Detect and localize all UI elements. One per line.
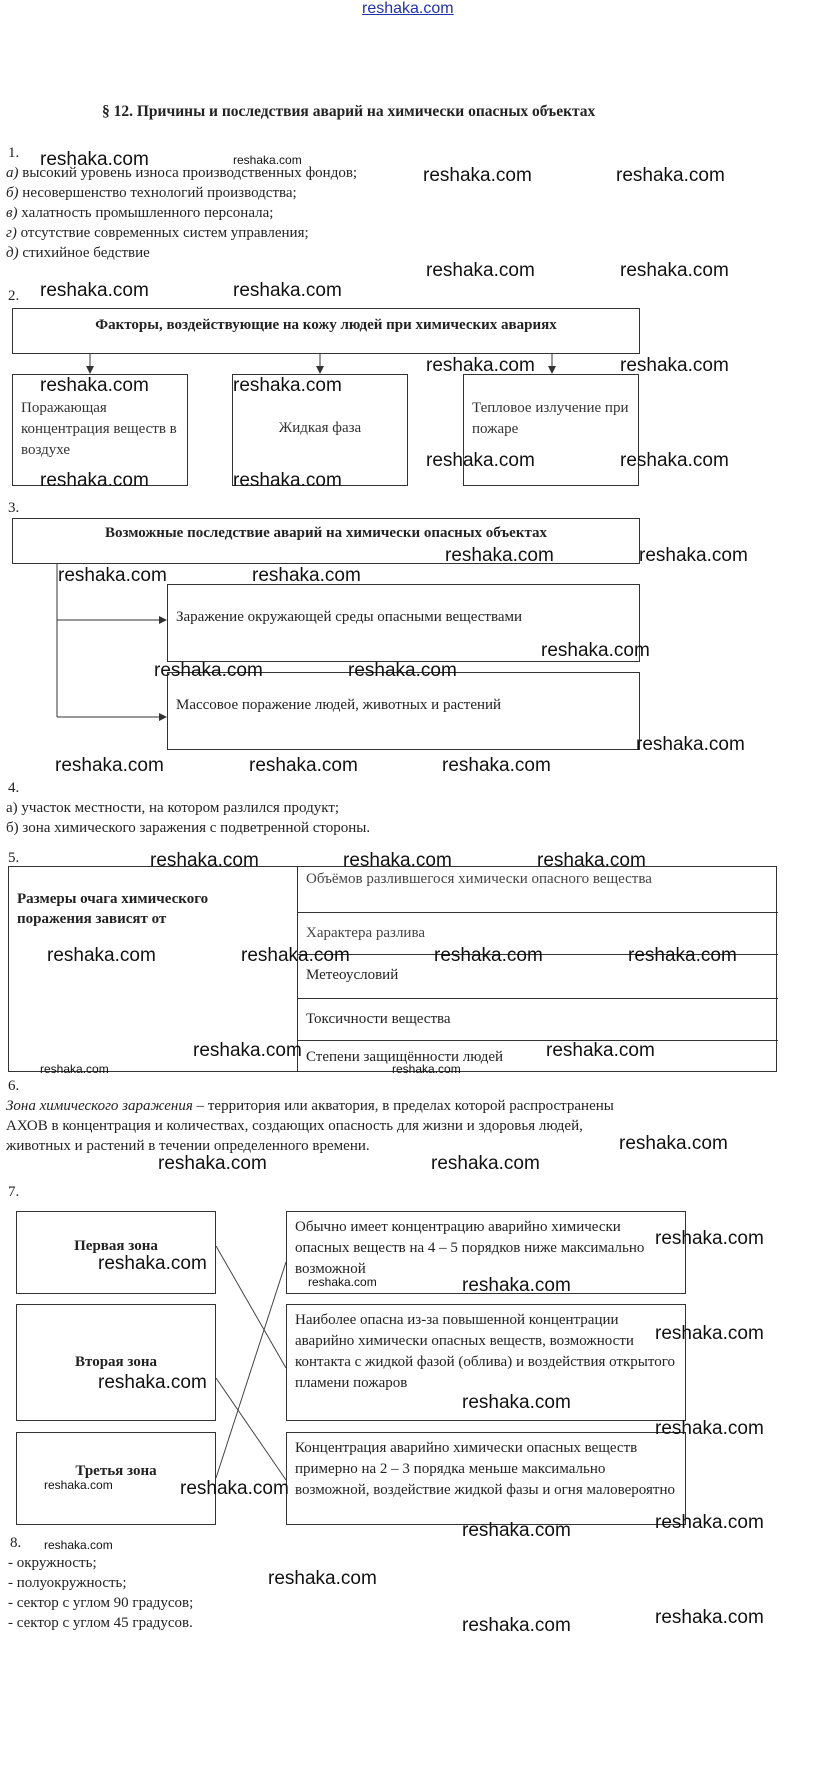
q3-header: Возможные последствие аварий на химически опасных объектах [104, 525, 548, 541]
page-title: § 12. Причины и последствия аварий на химически опасных объектах [102, 103, 596, 120]
q5-row: Метеоусловий [298, 955, 778, 999]
q6-line: Зона химического заражения – территория или акватория, в пределах которой распространены [6, 1098, 614, 1114]
watermark: reshaka.com [47, 945, 156, 966]
q1-item: в) халатность промышленного персонала; [6, 205, 274, 221]
watermark: reshaka.com [546, 1040, 655, 1061]
q5-row: Токсичности вещества [298, 999, 778, 1041]
watermark: reshaka.com [434, 945, 543, 966]
q7-zone-label: Третья зона [75, 1463, 157, 1479]
q7-link-1 [216, 1246, 286, 1368]
watermark: reshaka.com [620, 450, 729, 471]
watermark: reshaka.com [655, 1512, 764, 1533]
q5-row: Объёмов разлившегося химически опасного вещества [298, 869, 778, 913]
watermark: reshaka.com [426, 355, 535, 376]
watermark: reshaka.com [655, 1323, 764, 1344]
watermark: reshaka.com [445, 545, 554, 566]
watermark: reshaka.com [636, 734, 745, 755]
watermark: reshaka.com [58, 565, 167, 586]
watermark: reshaka.com [40, 280, 149, 301]
watermark: reshaka.com [426, 260, 535, 281]
watermark: reshaka.com [442, 755, 551, 776]
header-site-link[interactable]: reshaka.com [362, 0, 454, 17]
watermark: reshaka.com [268, 1568, 377, 1589]
q5-left-text: Размеры очага химического поражения зависят от [17, 891, 209, 927]
watermark: reshaka.com [40, 375, 149, 396]
q8-item: - окружность; [8, 1555, 97, 1571]
q1-item: д) стихийное бедствие [6, 245, 150, 261]
q7-desc-text: Концентрация аварийно химически опасных веществ примерно на 2 – 3 порядка меньше максимально возможной, воздействие жидкой фазы и огня маловероятно [295, 1440, 675, 1498]
watermark: reshaka.com [462, 1392, 571, 1413]
q5-row: Характера разлива [298, 913, 778, 955]
q7-desc-text: Обычно имеет концентрацию аварийно химически опасных веществ на 4 – 5 порядков ниже максимально возможной [295, 1219, 645, 1277]
watermark: reshaka.com [628, 945, 737, 966]
q1-item: а) высокий уровень износа производственных фондов; [6, 165, 358, 181]
q6-term: Зона химического заражения [6, 1098, 193, 1114]
watermark: reshaka.com [158, 1153, 267, 1174]
watermark: reshaka.com [423, 165, 532, 186]
watermark: reshaka.com [537, 850, 646, 871]
watermark: reshaka.com [639, 545, 748, 566]
watermark: reshaka.com [40, 470, 149, 491]
watermark: reshaka.com [462, 1275, 571, 1296]
q2-box-text: Тепловое излучение при пожаре [472, 400, 629, 437]
watermark: reshaka.com [655, 1418, 764, 1439]
watermark: reshaka.com [44, 1538, 113, 1552]
watermark: reshaka.com [462, 1520, 571, 1541]
watermark: reshaka.com [343, 850, 452, 871]
q1-number: 1. [8, 145, 20, 161]
watermark: reshaka.com [241, 945, 350, 966]
q8-item: - сектор с углом 45 градусов. [8, 1615, 193, 1631]
q4-number: 4. [8, 780, 20, 796]
q6-line: АХОВ в концентрация и количествах, создающих опасность для жизни и здоровья людей, [6, 1118, 583, 1134]
watermark: reshaka.com [154, 660, 263, 681]
q1-item: б) несовершенство технологий производства; [6, 185, 297, 201]
watermark: reshaka.com [392, 1062, 461, 1076]
watermark: reshaka.com [619, 1133, 728, 1154]
q1-item: г) отсутствие современных систем управления; [6, 225, 309, 241]
watermark: reshaka.com [180, 1478, 289, 1499]
q4-line: б) зона химического заражения с подветренной стороны. [6, 820, 371, 836]
watermark: reshaka.com [308, 1275, 377, 1289]
q7-link-3 [216, 1262, 286, 1478]
watermark: reshaka.com [348, 660, 457, 681]
q2-box-text: Жидкая фаза [278, 420, 362, 436]
q8-item: - сектор с углом 90 градусов; [8, 1595, 194, 1611]
watermark: reshaka.com [462, 1615, 571, 1636]
q4-line: а) участок местности, на котором разлился продукт; [6, 800, 340, 816]
watermark: reshaka.com [193, 1040, 302, 1061]
watermark: reshaka.com [233, 280, 342, 301]
watermark: reshaka.com [55, 755, 164, 776]
q5-number: 5. [8, 850, 20, 866]
q6-line: животных и растений в течении определенного времени. [6, 1138, 370, 1154]
watermark: reshaka.com [431, 1153, 540, 1174]
watermark: reshaka.com [98, 1372, 207, 1393]
q3-item: Массовое поражение людей, животных и растений [176, 697, 502, 713]
watermark: reshaka.com [233, 470, 342, 491]
watermark: reshaka.com [98, 1253, 207, 1274]
q7-link-2 [216, 1378, 286, 1480]
watermark: reshaka.com [620, 355, 729, 376]
watermark: reshaka.com [655, 1228, 764, 1249]
watermark: reshaka.com [426, 450, 535, 471]
watermark: reshaka.com [44, 1478, 113, 1492]
q8-number: 8. [10, 1535, 22, 1551]
watermark: reshaka.com [620, 260, 729, 281]
q6-number: 6. [8, 1078, 20, 1094]
watermark: reshaka.com [40, 149, 149, 170]
q7-zone-label: Вторая зона [75, 1354, 157, 1370]
watermark: reshaka.com [150, 850, 259, 871]
watermark: reshaka.com [40, 1062, 109, 1076]
watermark: reshaka.com [541, 640, 650, 661]
watermark: reshaka.com [233, 153, 302, 167]
q7-number: 7. [8, 1184, 20, 1200]
watermark: reshaka.com [616, 165, 725, 186]
watermark: reshaka.com [249, 755, 358, 776]
watermark: reshaka.com [233, 375, 342, 396]
q3-item: Заражение окружающей среды опасными веществами [176, 609, 523, 625]
q2-box-text: Поражающая концентрация веществ в воздухе [21, 400, 177, 458]
watermark: reshaka.com [252, 565, 361, 586]
q8-item: - полуокружность; [8, 1575, 127, 1591]
watermark: reshaka.com [655, 1607, 764, 1628]
q3-number: 3. [8, 500, 20, 516]
q2-number: 2. [8, 288, 20, 304]
q5-row: Степени защищённости людей [306, 1049, 504, 1065]
q7-desc-text: Наиболее опасна из-за повышенной концентрации аварийно химически опасных веществ, возможности контакта с жидкой фазой (облива) и воздействия открытого пламени пожаров [295, 1312, 676, 1391]
q7-zone-label: Первая зона [74, 1238, 158, 1254]
q2-header: Факторы, воздействующие на кожу людей при химических авариях [95, 317, 557, 333]
